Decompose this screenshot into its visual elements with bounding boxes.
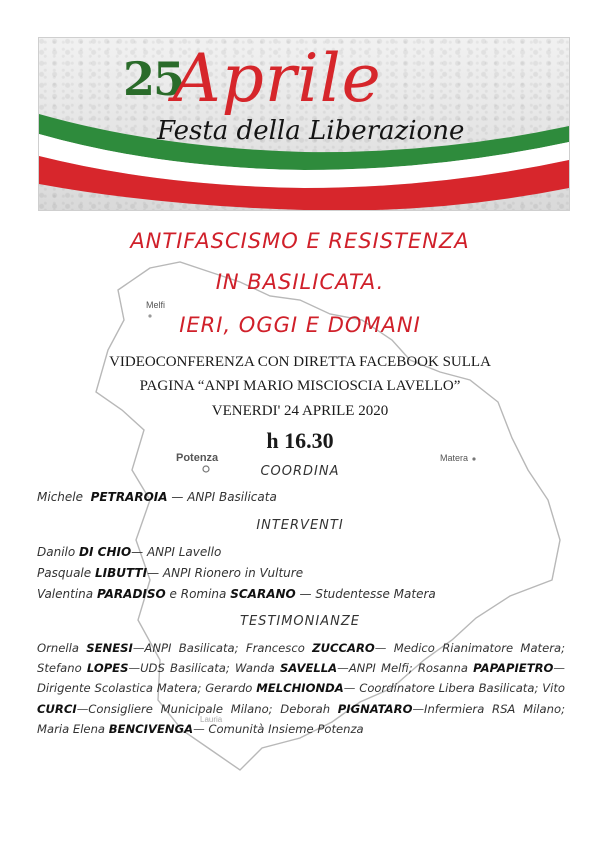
witness-surname: BENCIVENGA xyxy=(108,721,194,736)
speaker-first-name: Danilo xyxy=(37,545,80,559)
speaker-role: — ANPI Rionero in Vulture xyxy=(147,566,304,580)
speaker-role: — ANPI Lavello xyxy=(131,545,222,559)
witness-surname: SAVELLA xyxy=(279,661,338,676)
testimonianze-heading: TESTIMONIANZE xyxy=(240,614,360,629)
coordina-heading: COORDINA xyxy=(260,464,340,479)
speaker-surname: SCARANO xyxy=(230,587,296,601)
map-label-potenza: Potenza xyxy=(176,452,219,464)
witness-role: —Infermiera RSA Milano; Maria Elena xyxy=(37,701,565,736)
witness-role: — Coordinatore Libera Basilicata; Vito xyxy=(343,681,566,696)
witness-first-name: Ornella xyxy=(37,641,87,655)
banner-number: 25 xyxy=(123,52,184,106)
title-line-3: IERI, OGGI E DOMANI xyxy=(179,313,421,337)
witness-role: — Medico Rianimatore Matera; Stefano xyxy=(37,641,565,676)
info-line-1: VIDEOCONFERENZA CON DIRETTA FACEBOOK SULLA xyxy=(109,354,491,370)
witness-role: —ANPI Basilicata; Francesco xyxy=(132,641,313,655)
interventi-heading: INTERVENTI xyxy=(256,518,344,533)
speaker-surname: LIBUTTI xyxy=(94,566,148,580)
header-banner xyxy=(38,37,570,211)
speaker-surname: PARADISO xyxy=(96,587,166,601)
map-label-melfi: Melfi xyxy=(146,300,166,310)
witness-surname: PIGNATARO xyxy=(337,701,413,716)
witness-surname: CURCI xyxy=(37,701,77,716)
coordina-item xyxy=(37,490,277,504)
witness-role: — Comunità Insieme Potenza xyxy=(193,721,364,736)
witness-role: —UDS Basilicata; Wanda xyxy=(128,661,280,676)
banner-subtitle: Festa della Liberazione xyxy=(157,116,465,146)
speaker-connector: e Romina xyxy=(165,587,231,601)
witness-role: —Consigliere Municipale Milano; Deborah xyxy=(76,701,338,716)
witness-surname: LOPES xyxy=(86,661,129,676)
speaker-first-name: Valentina xyxy=(37,587,97,601)
intervento-item xyxy=(37,587,436,601)
witness-role: —ANPI Melfi; Rosanna xyxy=(337,661,474,676)
witness-surname: PAPAPIETRO xyxy=(473,661,554,676)
event-time: h 16.30 xyxy=(266,428,334,453)
title-line-1: ANTIFASCISMO E RESISTENZA xyxy=(130,229,470,253)
banner-title: Aprile xyxy=(173,40,382,117)
map-label-lauria: Lauria xyxy=(200,715,223,724)
witness-role: — Dirigente Scolastica Matera; Gerardo xyxy=(37,661,565,696)
testimonianze-paragraph xyxy=(37,638,565,739)
witness-surname: ZUCCARO xyxy=(312,641,375,655)
witness-surname: SENESI xyxy=(86,641,133,655)
witness-surname: MELCHIONDA xyxy=(256,681,344,696)
person-role: — ANPI Basilicata xyxy=(171,490,277,504)
info-line-2: PAGINA “ANPI MARIO MISCIOSCIA LAVELLO” xyxy=(139,378,461,394)
speaker-role: — Studentesse Matera xyxy=(295,587,436,601)
person-first-name: Michele xyxy=(37,490,83,504)
intervento-item xyxy=(37,566,303,580)
map-label-matera: Matera xyxy=(440,453,469,463)
event-date: VENERDI' 24 APRILE 2020 xyxy=(211,403,389,419)
speaker-surname: DI CHIO xyxy=(79,545,132,559)
title-line-2: IN BASILICATA. xyxy=(215,270,385,294)
person-surname: PETRAROIA xyxy=(90,490,168,504)
intervento-item xyxy=(37,545,221,559)
speaker-first-name: Pasquale xyxy=(37,566,95,580)
